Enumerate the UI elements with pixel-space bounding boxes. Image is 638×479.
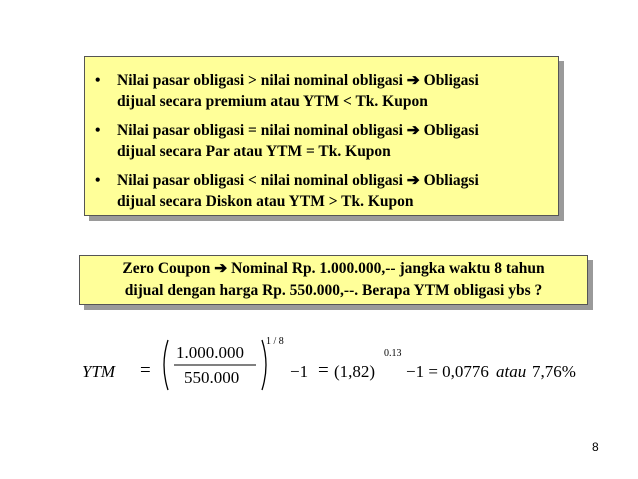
bullet-list (95, 70, 555, 220)
formula-lhs: YTM (82, 362, 116, 381)
question-line: Zero Coupon ➔ Nominal Rp. 1.000.000,-- jangka waktu 8 tahun (122, 260, 545, 277)
bullet-line: Nilai pasar obligasi > nilai nominal obligasi ➔ Obligasi (117, 72, 479, 89)
bullet-item-par (95, 120, 555, 162)
formula-equals: = (140, 360, 151, 381)
bullet-line: Nilai pasar obligasi = nilai nominal obligasi ➔ Obligasi (117, 122, 479, 139)
bullet-line: Nilai pasar obligasi < nilai nominal obligasi ➔ Obliagsi (117, 172, 479, 189)
bullet-line: dijual secara premium atau YTM < Tk. Kupon (117, 93, 428, 110)
question-box (79, 255, 588, 305)
formula-base: (1,82) (334, 362, 376, 381)
exponent-two: 0.13 (384, 348, 402, 359)
formula-equals-2: = (318, 360, 329, 381)
bullet-line: dijual secara Par atau YTM = Tk. Kupon (117, 143, 391, 160)
bullet-icon: • (95, 72, 101, 89)
question-line: dijual dengan harga Rp. 550.000,--. Berapa YTM obligasi ybs ? (124, 282, 543, 299)
bullet-icon: • (95, 172, 101, 189)
formula-result: −1 = 0,0776 (406, 362, 489, 381)
page-number: 8 (592, 440, 599, 454)
fraction-denominator: 550.000 (184, 368, 240, 387)
bullet-item-premium (95, 70, 555, 112)
fraction-numerator: 1.000.000 (176, 343, 244, 362)
ytm-formula (82, 330, 622, 400)
bullet-item-diskon (95, 170, 555, 212)
fraction-parentheses (158, 330, 278, 400)
bullet-line: dijual secara Diskon atau YTM > Tk. Kupon (117, 193, 414, 210)
bullet-icon: • (95, 122, 101, 139)
minus-one: −1 (290, 362, 309, 381)
exponent-one: 1 / 8 (266, 336, 284, 347)
formula-atau: atau (496, 362, 527, 381)
formula-percent: 7,76% (532, 362, 576, 381)
